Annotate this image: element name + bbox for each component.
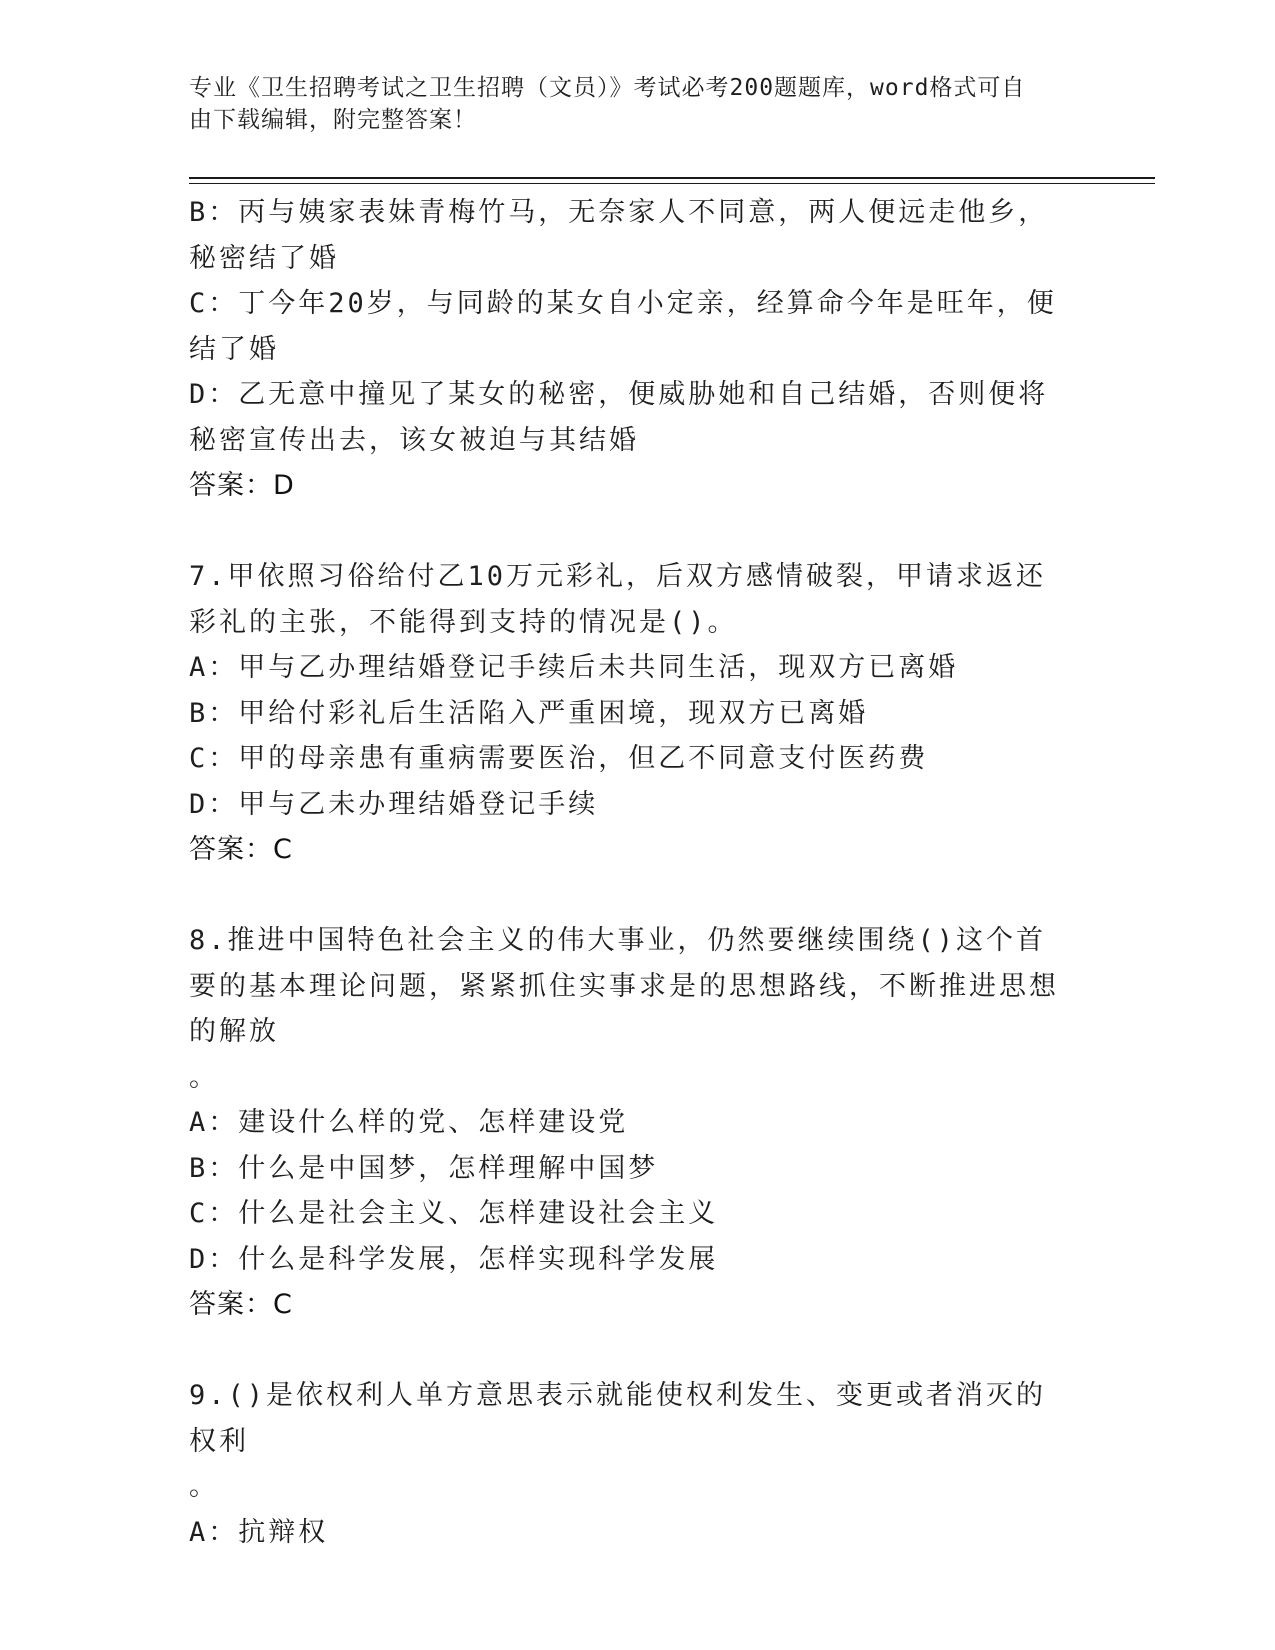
q8-option-c: C：什么是社会主义、怎样建设社会主义 [189, 1198, 719, 1229]
document-header [189, 72, 1069, 136]
q9-stem-tail: 。 [189, 1471, 219, 1502]
q9-option-a: A：抗辩权 [189, 1516, 329, 1548]
q9-stem: 9.()是依权利人单方意思表示就能使权利发生、变更或者消灭的权利 [189, 1380, 1047, 1457]
q8-option-a: A：建设什么样的党、怎样建设党 [189, 1107, 629, 1138]
q8-stem-tail: 。 [189, 1061, 219, 1093]
header-line-1: 专业《卫生招聘考试之卫生招聘（文员）》考试必考200题题库，word格式可自 [189, 75, 1026, 101]
question-9 [189, 1373, 1069, 1555]
q7-option-a: A：甲与乙办理结婚登记手续后未共同生活，现双方已离婚 [189, 652, 959, 683]
q8-stem: 8.推进中国特色社会主义的伟大事业，仍然要继续围绕()这个首要的基本理论问题，紧紧抓住实事求是的思想路线，不断推进思想的解放 [189, 925, 1059, 1047]
q6-option-c: C：丁今年20岁，与同龄的某女自小定亲，经算命今年是旺年，便结了婚 [189, 288, 1057, 365]
question-6-continued [189, 190, 1069, 509]
question-7 [189, 554, 1069, 873]
q6-answer: 答案：D [189, 470, 295, 501]
spacer [189, 1328, 1069, 1374]
header-line-2: 由下载编辑，附完整答案！ [189, 107, 477, 133]
q7-option-c: C：甲的母亲患有重病需要医治，但乙不同意支付医药费 [189, 743, 929, 774]
spacer [189, 509, 1069, 555]
header-divider-thick [189, 177, 1155, 179]
q7-option-d: D：甲与乙未办理结婚登记手续 [189, 788, 599, 820]
question-8 [189, 918, 1069, 1328]
q8-option-b: B：什么是中国梦，怎样理解中国梦 [189, 1152, 659, 1184]
q8-answer: 答案：C [189, 1289, 293, 1320]
spacer [189, 873, 1069, 919]
q8-option-d: D：什么是科学发展，怎样实现科学发展 [189, 1243, 719, 1275]
header-divider-thin [189, 183, 1155, 184]
q6-option-b: B：丙与姨家表妹青梅竹马，无奈家人不同意，两人便远走他乡，秘密结了婚 [189, 197, 1049, 274]
q6-option-d: D：乙无意中撞见了某女的秘密，便威胁她和自己结婚，否则便将秘密宣传出去，该女被迫与其结婚 [189, 379, 1049, 456]
q7-stem: 7.甲依照习俗给付乙10万元彩礼，后双方感情破裂，甲请求返还彩礼的主张，不能得到支持的情况是()。 [189, 561, 1047, 638]
q7-option-b: B：甲给付彩礼后生活陷入严重困境，现双方已离婚 [189, 697, 869, 729]
question-list [189, 190, 1069, 1555]
q7-answer: 答案：C [189, 834, 293, 865]
